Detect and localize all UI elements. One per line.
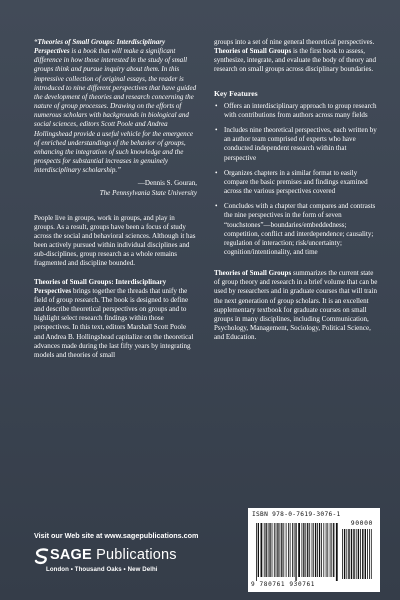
barcode-bar bbox=[298, 523, 300, 577]
quote-attribution bbox=[34, 179, 197, 197]
barcode-addon-bar bbox=[358, 529, 359, 579]
publisher-cities: London • Thousand Oaks • New Delhi bbox=[46, 566, 158, 573]
publisher-name bbox=[50, 547, 177, 563]
barcode-addon-bar bbox=[369, 529, 370, 579]
intro-paragraph: People live in groups, work in groups, and play in groups. As a result, groups have been a focus of study across the social and behavioral sciences. Although it has been actively pursued within individual disciplines and sub-disciplines, group research as a whole remains fragmented and discipline bounded. bbox=[34, 213, 196, 268]
summary-body: summarizes the current state of group theory and research in a brief volume that can be used by researchers and in graduate courses that will train the next generation of group scholars. It is an excellent supplementary textbook for graduate courses on small groups in many disciplines, including Communication, Psychology, Management, Sociology, Political Science, and Education. bbox=[214, 269, 378, 342]
publisher-name-bold: SAGE bbox=[50, 547, 92, 563]
barcode-bar bbox=[264, 523, 265, 577]
barcode-addon-bar bbox=[346, 529, 347, 579]
barcode-bar bbox=[333, 523, 334, 577]
barcode-bar bbox=[281, 523, 282, 577]
barcode-bar bbox=[330, 523, 331, 577]
barcode-bar bbox=[319, 523, 320, 577]
barcode-bar bbox=[258, 523, 259, 577]
quote-book-title: “Theories of Small Groups: Interdisciplinary Perspectives bbox=[34, 38, 166, 56]
barcode-bar bbox=[309, 523, 310, 577]
barcode-bar bbox=[268, 523, 269, 577]
barcode-bar bbox=[283, 523, 284, 577]
barcode-bar bbox=[272, 523, 273, 577]
summary-paragraph bbox=[214, 269, 379, 342]
barcode-bar bbox=[288, 523, 289, 577]
right-column bbox=[214, 38, 379, 351]
continuation-text-end: is the first book to assess, synthesize, integrate, and evaluate the body of theory and research on small groups across disciplinary boundaries. bbox=[214, 47, 377, 74]
quote-affiliation: The Pennsylvania State University bbox=[99, 188, 197, 197]
summary-book-title: Theories of Small Groups bbox=[214, 269, 292, 278]
barcode-bar bbox=[315, 523, 316, 577]
barcode-bar bbox=[312, 523, 313, 577]
continuation-paragraph bbox=[214, 38, 379, 75]
barcode-addon-bar bbox=[360, 529, 361, 579]
barcode-bar bbox=[317, 523, 318, 577]
sage-swoosh-icon bbox=[33, 547, 51, 565]
isbn-number: ISBN 978-0-7619-3076-1 bbox=[252, 511, 341, 518]
barcode-bar bbox=[302, 523, 303, 577]
barcode-addon-bar bbox=[367, 529, 368, 579]
barcode-bar bbox=[336, 523, 338, 581]
barcode-bar bbox=[331, 523, 332, 577]
barcode-addon-bar bbox=[371, 529, 372, 579]
barcode-bar bbox=[277, 523, 278, 577]
continuation-book-title: Theories of Small Groups bbox=[214, 47, 292, 56]
barcode-bars bbox=[256, 523, 372, 581]
feature-item: • Concludes with a chapter that compares and contrasts the nine perspectives in the form of seven “touchstones”—boundaries/embeddedness; competition, conflict and interdependence; causality; regulation of interaction; risk/uncertainty; cognition/intentionality, and time bbox=[214, 202, 379, 257]
key-features-heading: Key Features bbox=[214, 88, 258, 98]
barcode-bar bbox=[305, 523, 306, 577]
website-line: Visit our Web site at www.sagepublications.com bbox=[34, 531, 199, 540]
barcode-bar bbox=[266, 523, 267, 577]
barcode-addon-bar bbox=[365, 529, 366, 579]
barcode-bar bbox=[274, 523, 275, 577]
barcode-bar bbox=[327, 523, 328, 577]
price-code: 90000 bbox=[350, 519, 373, 527]
barcode-bar bbox=[286, 523, 287, 577]
barcode-addon-bar bbox=[356, 529, 357, 579]
endorsement-quote bbox=[34, 38, 197, 175]
barcode-addon-bar bbox=[342, 529, 343, 579]
barcode-bar bbox=[295, 523, 296, 581]
key-features-list bbox=[214, 102, 379, 257]
barcode-bar bbox=[256, 523, 257, 581]
barcode-bar bbox=[307, 523, 308, 577]
barcode-bar bbox=[280, 523, 281, 577]
continuation-text: groups into a set of nine general theoretical perspectives. bbox=[214, 38, 375, 46]
barcode-addon-bar bbox=[344, 529, 345, 579]
publisher-name-rest: Publications bbox=[91, 547, 177, 563]
barcode-bar bbox=[326, 523, 327, 577]
barcode-bar bbox=[303, 523, 304, 577]
feature-item: • Includes nine theoretical perspectives, each written by an author team comprised of experts who have conducted independent research within that perspective bbox=[214, 126, 379, 163]
description-paragraph bbox=[34, 278, 197, 360]
barcode-bar bbox=[269, 523, 270, 577]
barcode-bar bbox=[261, 523, 263, 577]
ean-digits: 9 780761 930761 bbox=[251, 581, 316, 588]
quote-body: is a book that will make a significant difference in how those interested in the study of small groups think and pursue inquiry about them. In this impressive collection of original essays, the reader is introduced to nine different perspectives that have guided the development of theories and research concerning the nature of group processes. Drawing on the efforts of numerous scholars with backgrounds in biological and social sciences, editors Scott Poole and Andrea Hollingshead provide a useful vehicle for the emergence of enriched understandings of the behavior of groups, enhancing the integration of such knowledge and the prospects for substantial increases in genuinely interdisciplinary scholarship.” bbox=[34, 47, 197, 175]
quote-author: —Dennis S. Gouran, bbox=[137, 179, 197, 188]
barcode-bar bbox=[294, 523, 295, 577]
barcode-bar bbox=[290, 523, 291, 577]
barcode-bar bbox=[292, 523, 293, 577]
barcode-addon-bar bbox=[353, 529, 354, 579]
left-column bbox=[34, 38, 197, 369]
barcode-bar bbox=[323, 523, 324, 577]
isbn-barcode bbox=[248, 508, 380, 592]
description-body: brings together the threads that unify the field of group research. The book is designed to define and describe theoretical perspectives on groups and to highlight select research findings within those perspectives. In this text, editors Marshall Scott Poole and Andrea B. Hollingshead capitalize on the theoretical advances made during the last fifty years by integrating models and theories of small bbox=[34, 286, 194, 359]
barcode-addon-bar bbox=[351, 529, 352, 579]
barcode-addon-bar bbox=[362, 529, 363, 579]
barcode-addon-bar bbox=[348, 529, 349, 579]
feature-item: • Organizes chapters in a similar format to easily compare the basic premises and findings examined across the various perspectives covered bbox=[214, 169, 379, 196]
description-book-title: Theories of Small Groups: Interdisciplinary Perspectives bbox=[34, 277, 167, 295]
barcode-bar bbox=[321, 523, 322, 577]
barcode-bar bbox=[313, 523, 314, 577]
barcode-bar bbox=[276, 523, 277, 577]
publisher-logo bbox=[33, 547, 213, 582]
feature-item: • Offers an interdisciplinary approach to group research with contributions from authors across many fields bbox=[214, 102, 379, 120]
